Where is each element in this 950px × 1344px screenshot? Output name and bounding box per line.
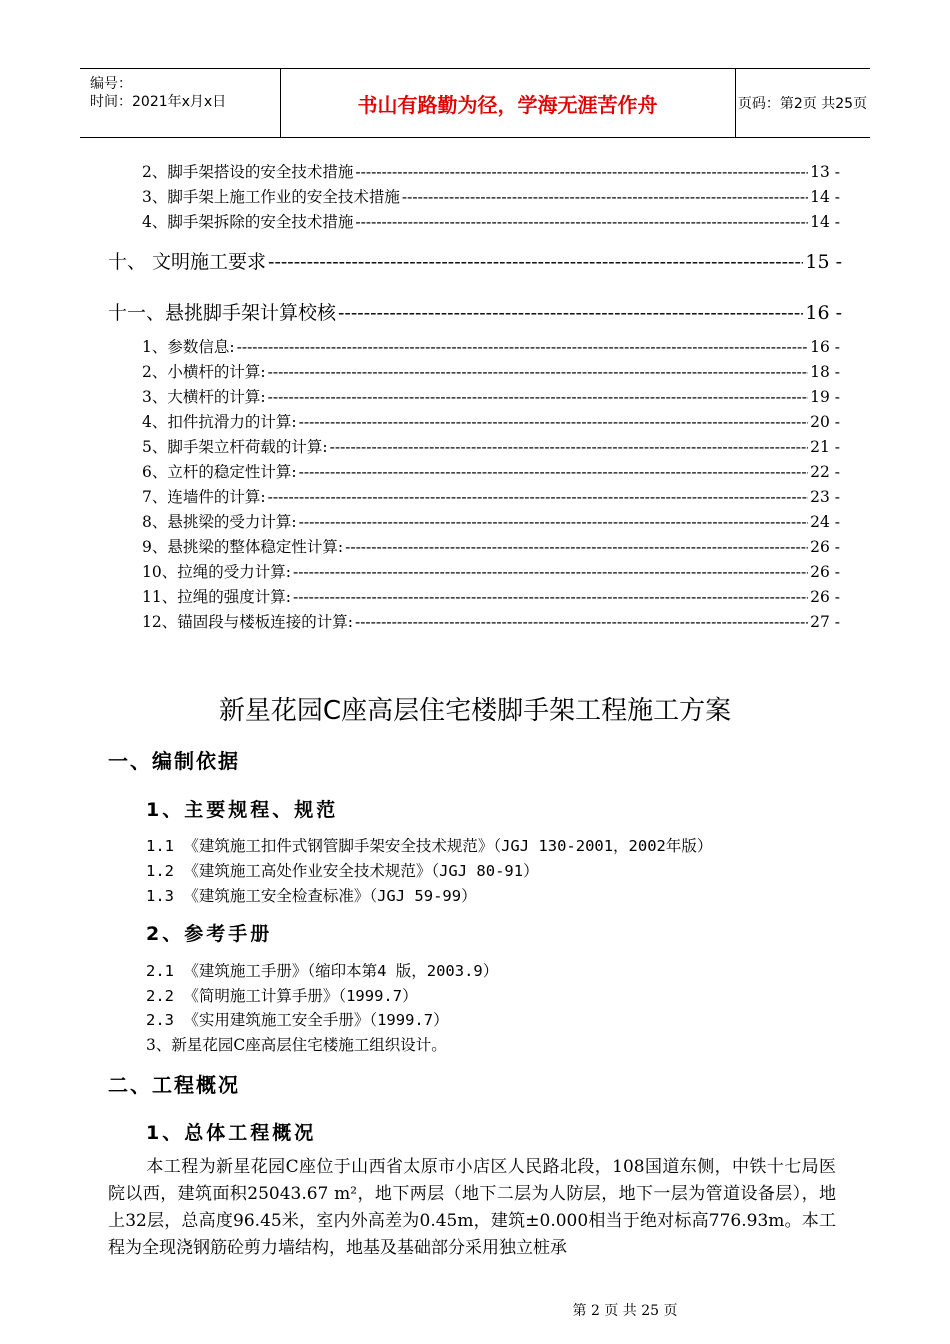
header-page-info: 页码：第2页 共25页 <box>737 96 868 112</box>
paragraph-text: 本工程为新星花园C座位于山西省太原市小店区人民路北段，108国道东侧，中铁十七局医院以西，建筑面积25043.67 m²，地下两层（地下二层为人防层，地下一层为管道设备层），地上32层，总高度96.45米，室内外高差为0.45m，建筑±0.000相当于绝对标高776.93m。本工程为全现浇钢筋砼剪力墙结构，地基及基础部分采用独立桩承 <box>108 1157 836 1258</box>
reference-item: 2.3 《实用建筑施工安全手册》（1999.7） <box>146 1011 449 1029</box>
toc-page-number: 15 - <box>805 251 842 273</box>
toc-entry[interactable] <box>0 247 842 274</box>
toc-entry[interactable] <box>0 210 840 232</box>
toc-page-number: 16 - <box>810 338 840 356</box>
toc-entry-title: 12、锚固段与楼板连接的计算: <box>142 613 353 631</box>
subsection-heading-1-1: 1、主要规程、规范 <box>146 799 339 821</box>
toc-page-number: 26 - <box>810 563 840 581</box>
toc-leader <box>299 463 809 481</box>
toc-entry-title: 5、脚手架立杆荷载的计算: <box>142 438 328 456</box>
toc-entry[interactable] <box>0 510 840 532</box>
toc-entry[interactable] <box>0 435 840 457</box>
toc-entry-title: 3、大横杆的计算: <box>142 388 266 406</box>
toc-page-number: 27 - <box>810 613 840 631</box>
toc-page-number: 16 - <box>805 302 842 324</box>
toc-page-number: 23 - <box>810 488 840 506</box>
toc-leader <box>293 563 808 581</box>
header-meta <box>80 69 281 137</box>
toc-entry-title: 7、连墙件的计算: <box>142 488 266 506</box>
toc-entry[interactable] <box>0 535 840 557</box>
section-heading-1: 一、编制依据 <box>108 749 240 773</box>
page-footer: 第 2 页 共 25 页 <box>572 1303 678 1319</box>
toc-leader <box>268 388 809 406</box>
date-label: 时间：2021年x月x日 <box>90 94 227 110</box>
toc-entry-title: 4、扣件抗滑力的计算: <box>142 413 297 431</box>
reference-item: 1.2 《建筑施工高处作业安全技术规范》（JGJ 80-91） <box>146 862 539 880</box>
toc-entry[interactable] <box>0 610 840 632</box>
toc-page-number: 20 - <box>810 413 840 431</box>
toc-page-number: 21 - <box>810 438 840 456</box>
toc-entry-title: 11、拉绳的强度计算: <box>142 588 291 606</box>
toc-page-number: 26 - <box>810 588 840 606</box>
toc-entry-title: 十一、悬挑脚手架计算校核 <box>108 302 337 324</box>
toc-leader <box>330 438 809 456</box>
toc-leader <box>299 413 809 431</box>
toc-entry[interactable] <box>0 410 840 432</box>
toc-leader <box>355 613 808 631</box>
reference-item: 2.2 《简明施工计算手册》（1999.7） <box>146 987 418 1005</box>
toc-entry[interactable] <box>0 385 840 407</box>
subsection-heading-2-1: 1、总体工程概况 <box>146 1122 317 1144</box>
toc-entry[interactable] <box>0 360 840 382</box>
toc-entry-title: 9、悬挑梁的整体稳定性计算: <box>142 538 344 556</box>
toc-entry[interactable] <box>0 460 840 482</box>
toc-entry-title: 10、拉绳的受力计算: <box>142 563 291 581</box>
page-header <box>80 68 870 138</box>
toc-entry[interactable] <box>0 560 840 582</box>
toc-page-number: 14 - <box>810 213 840 231</box>
toc-page-number: 24 - <box>810 513 840 531</box>
toc-entry[interactable] <box>0 585 840 607</box>
toc-entry-title: 2、小横杆的计算: <box>142 363 266 381</box>
toc-leader <box>293 588 808 606</box>
toc-leader <box>345 538 808 556</box>
document-title: 新星花园C座高层住宅楼脚手架工程施工方案 <box>218 696 732 726</box>
reference-item: 1.1 《建筑施工扣件式钢管脚手架安全技术规范》（JGJ 130-2001，2002年版） <box>146 837 713 855</box>
reference-item: 1.3 《建筑施工安全检查标准》（JGJ 59-99） <box>146 887 477 905</box>
subsection-heading-1-2: 2、参考手册 <box>146 923 273 945</box>
toc-entry-title: 4、脚手架拆除的安全技术措施 <box>142 213 354 231</box>
toc-entry[interactable] <box>0 160 840 182</box>
toc-page-number: 18 - <box>810 363 840 381</box>
toc-leader <box>355 163 808 181</box>
toc-leader <box>402 188 808 206</box>
body-paragraph <box>108 1154 836 1262</box>
reference-item: 3、新星花园C座高层住宅楼施工组织设计。 <box>146 1036 447 1054</box>
toc-leader <box>299 513 809 531</box>
toc-page-number: 13 - <box>810 163 840 181</box>
toc-entry[interactable] <box>0 485 840 507</box>
toc-entry[interactable] <box>0 298 842 325</box>
toc-entry-title: 十、 文明施工要求 <box>108 251 267 273</box>
toc-page-number: 19 - <box>810 388 840 406</box>
toc-leader <box>268 251 803 273</box>
toc-entry-title: 8、悬挑梁的受力计算: <box>142 513 297 531</box>
section-heading-2: 二、工程概况 <box>108 1073 240 1097</box>
toc-leader <box>268 488 809 506</box>
toc-entry[interactable] <box>0 335 840 357</box>
toc-leader <box>338 302 803 324</box>
toc-page-number: 26 - <box>810 538 840 556</box>
toc-entry-title: 6、立杆的稳定性计算: <box>142 463 297 481</box>
header-motto: 书山有路勤为径，学海无涯苦作舟 <box>280 69 736 137</box>
toc-leader <box>237 338 809 356</box>
toc-entry-title: 2、脚手架搭设的安全技术措施 <box>142 163 354 181</box>
toc-leader <box>355 213 808 231</box>
toc-entry[interactable] <box>0 185 840 207</box>
number-label: 编号： <box>90 76 132 92</box>
toc-page-number: 14 - <box>810 188 840 206</box>
toc-entry-title: 3、脚手架上施工作业的安全技术措施 <box>142 188 400 206</box>
reference-item: 2.1 《建筑施工手册》（缩印本第4 版，2003.9） <box>146 962 499 980</box>
toc-leader <box>268 363 809 381</box>
toc-entry-title: 1、参数信息: <box>142 338 235 356</box>
toc-page-number: 22 - <box>810 463 840 481</box>
